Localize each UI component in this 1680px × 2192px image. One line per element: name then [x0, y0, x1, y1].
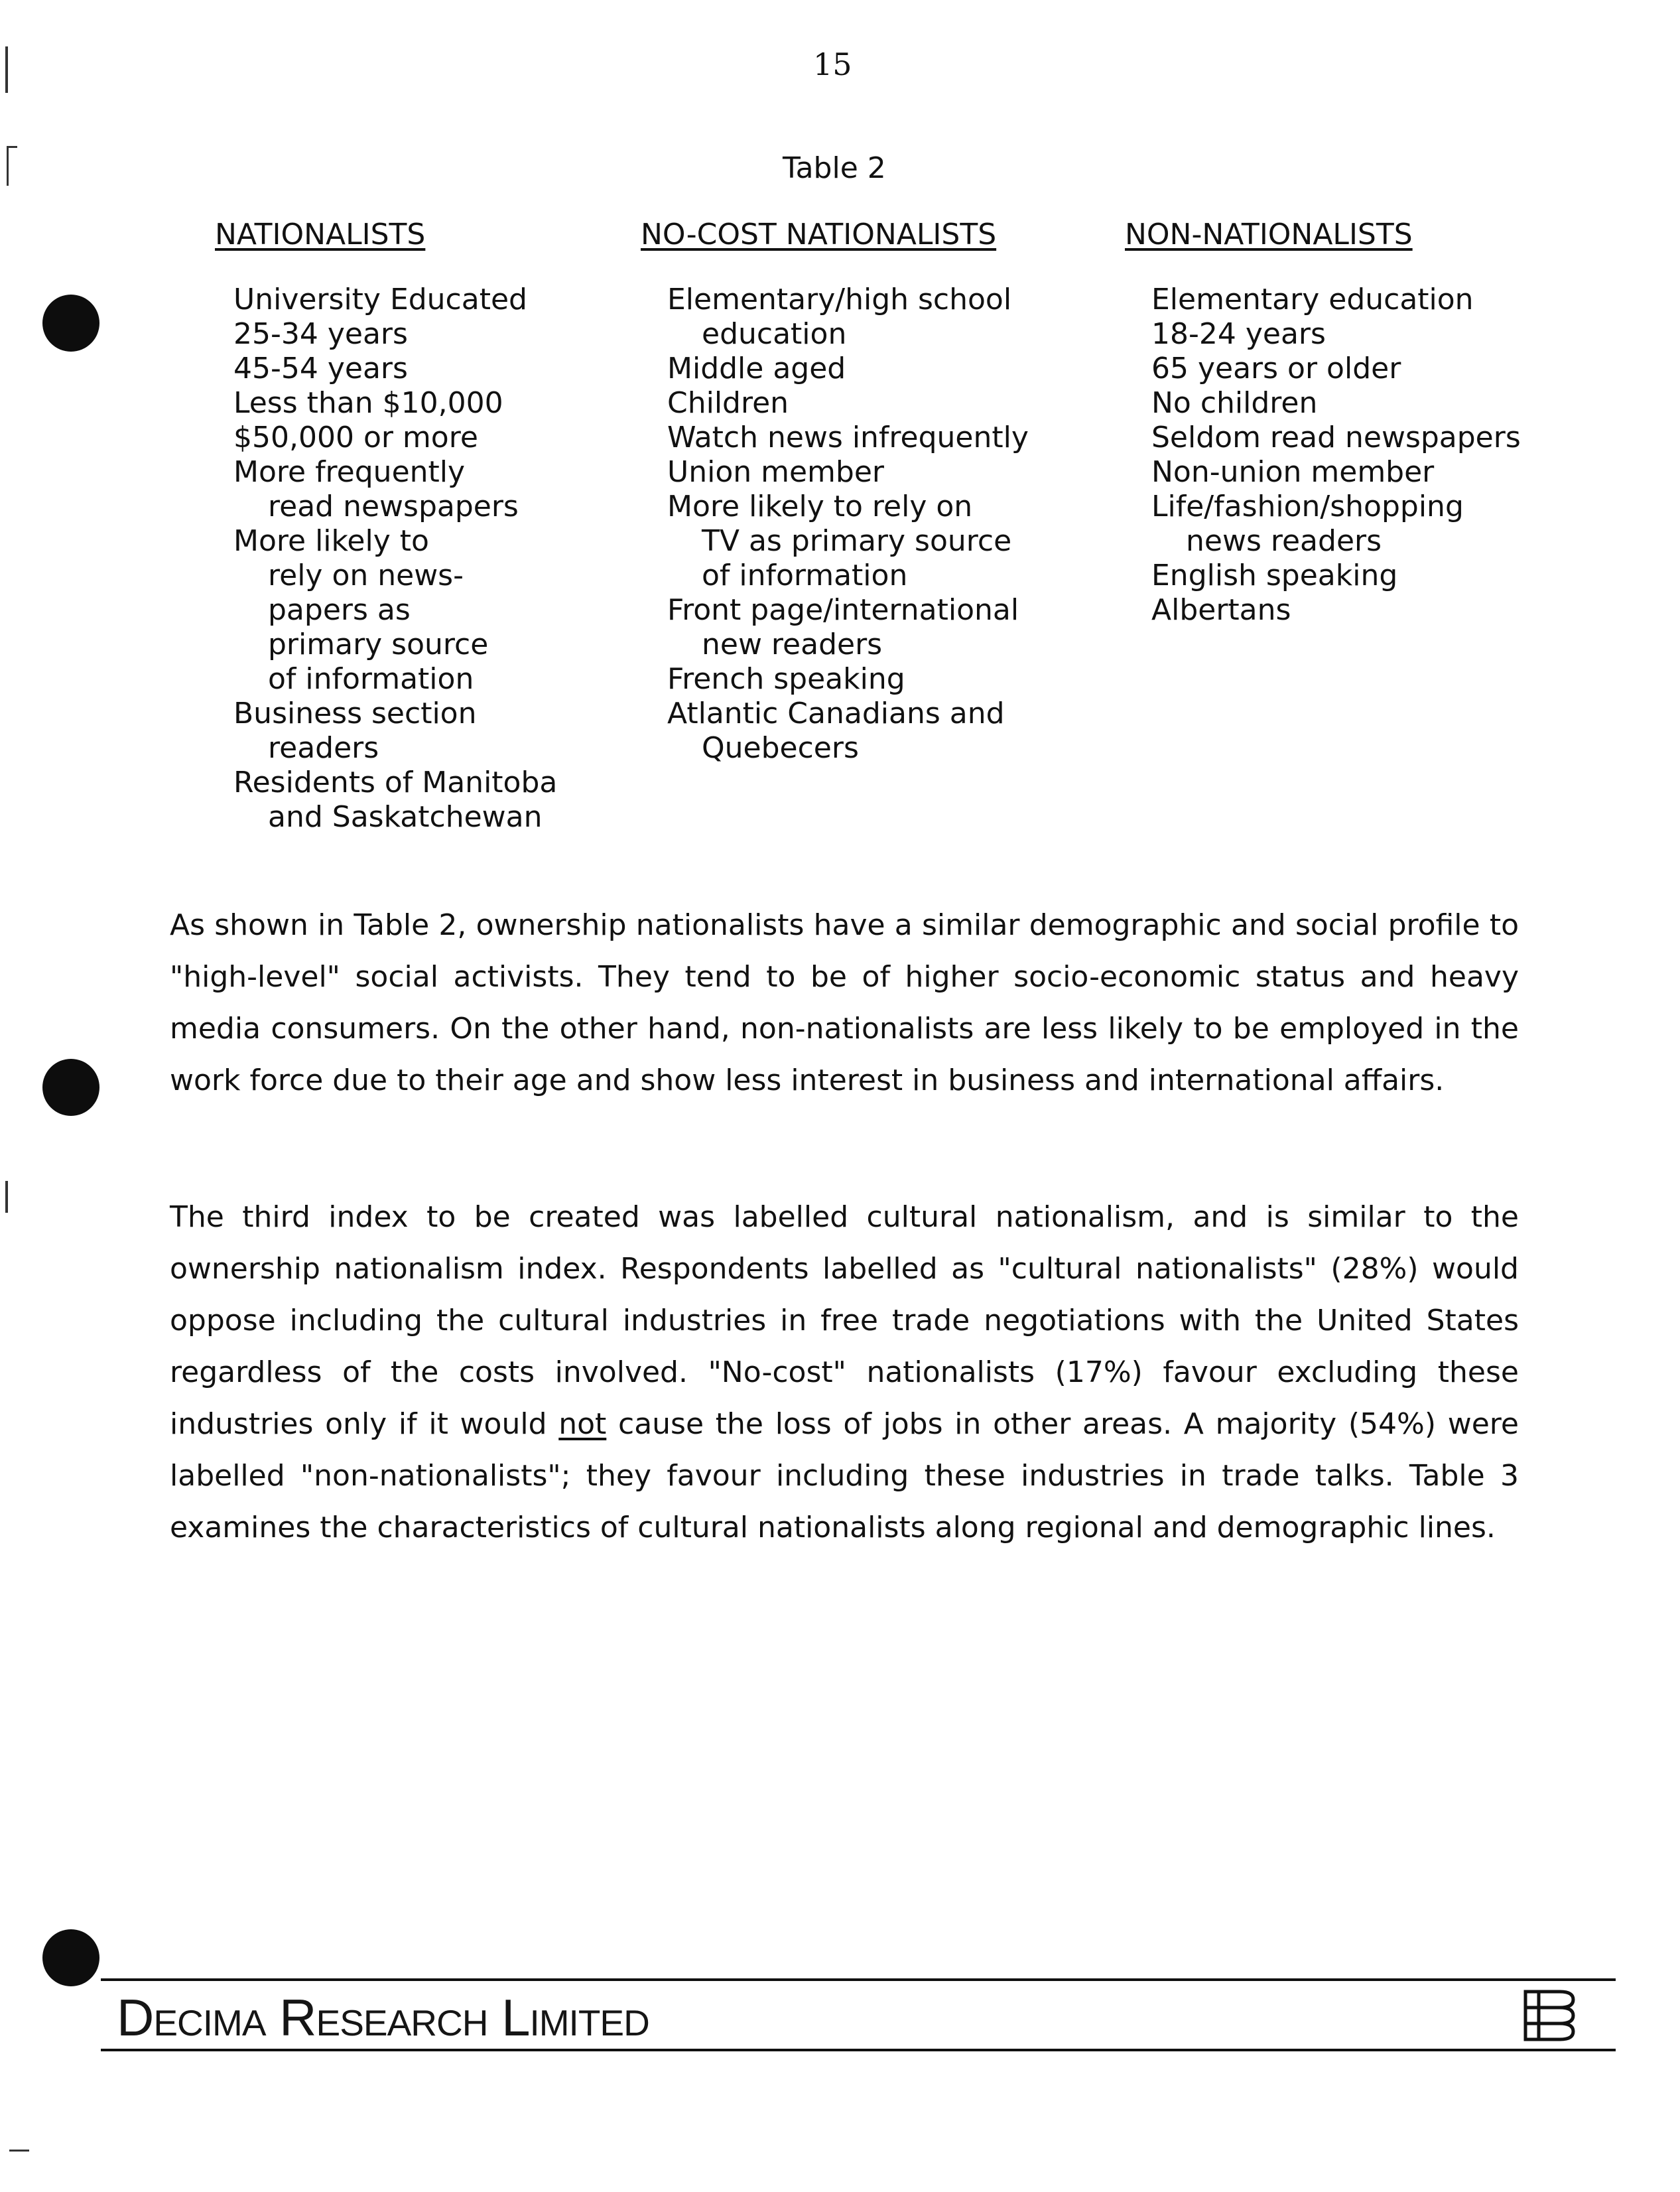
edge-mark [7, 146, 9, 186]
table-cell: French speaking [667, 662, 905, 696]
table-cell: Less than $10,000 [233, 386, 503, 420]
column-items [233, 283, 557, 835]
punch-hole [42, 1059, 99, 1116]
paragraph-text: cause the loss of jobs in other areas. A majority (54%) were labelled "non-nationalists"; they favour including these industries in trade talks. Table 3 examines the characteristics of cultural nationalists along regional and demographic lines. [170, 1407, 1519, 1544]
edge-mark [5, 1181, 8, 1213]
column-heading: NO-COST NATIONALISTS [641, 218, 997, 251]
table-column-nationalists [215, 218, 557, 835]
column-items [1151, 283, 1521, 628]
column-items [667, 283, 1029, 766]
edge-mark [9, 2150, 29, 2152]
table-cell: University Educated [233, 283, 527, 316]
column-heading: NON-NATIONALISTS [1125, 218, 1413, 251]
table-cell: Business section readers [233, 697, 477, 765]
table-cell: Front page/international new readers [667, 593, 1019, 661]
table-cell: English speaking [1151, 559, 1398, 592]
table-cell: Middle aged [667, 352, 846, 385]
footer-brand: Decima Research Limited [117, 1988, 649, 2047]
page-number: 15 [813, 46, 852, 82]
table-cell: Atlantic Canadians and Quebecers [667, 697, 1005, 765]
table-cell: Residents of Manitoba and Saskatchewan [233, 766, 558, 834]
table-title: Table 2 [783, 151, 886, 185]
column-heading: NATIONALISTS [215, 218, 426, 251]
table-cell: 25-34 years [233, 317, 408, 351]
footer-rule-bottom [101, 2049, 1616, 2051]
table-cell: 45-54 years [233, 352, 408, 385]
logo-shape [1525, 2008, 1573, 2023]
table-cell: More likely to rely on TV as primary source of information [667, 490, 1012, 592]
edge-mark [5, 46, 8, 93]
table-cell: No children [1151, 386, 1318, 420]
emphasis-not: not [558, 1407, 607, 1441]
table-cell: Watch news infrequently [667, 421, 1029, 454]
table-cell: Albertans [1151, 593, 1291, 627]
punch-hole [42, 1929, 99, 1986]
table-cell: 65 years or older [1151, 352, 1401, 385]
table-cell: Non-union member [1151, 455, 1435, 489]
table-cell: Elementary/high school education [667, 283, 1012, 351]
table-cell: Elementary education [1151, 283, 1474, 316]
table-cell: Children [667, 386, 789, 420]
table-cell: $50,000 or more [233, 421, 478, 454]
table-cell: More likely to rely on news- papers as primary source of information [233, 524, 489, 696]
body-paragraph-2 [170, 1192, 1519, 1554]
table-cell: Life/fashion/shopping news readers [1151, 490, 1464, 558]
table-cell: More frequently read newspapers [233, 455, 519, 523]
table-cell: Union member [667, 455, 884, 489]
table-cell: 18-24 years [1151, 317, 1326, 351]
paragraph-text: The third index to be created was labelled cultural nationalism, and is similar to the ownership nationalism index. Respondents labelled as "cultural nationalists" (28%) would oppose including the cultural industries in free trade negotiations with the United States regardless of the costs involved. "No-cost" nationalists (17%) favour excluding these industries only if it would [170, 1200, 1519, 1441]
table-cell: Seldom read newspapers [1151, 421, 1521, 454]
punch-hole [42, 295, 99, 352]
table-column-non-nationalists [1125, 218, 1521, 628]
table-column-no-cost-nationalists [641, 218, 1029, 766]
decima-logo-icon [1519, 1986, 1583, 2043]
logo-shape [1525, 2023, 1573, 2039]
footer-rule-top [101, 1978, 1616, 1981]
body-paragraph-1: As shown in Table 2, ownership nationalists have a similar demographic and social profile to "high-level" social activists. They tend to be of higher socio-economic status and heavy media consumers. On the other hand, non-nationalists are less likely to be employed in the work force due to their age and show less interest in business and international affairs. [170, 908, 1519, 1097]
logo-shape [1525, 1992, 1573, 2008]
